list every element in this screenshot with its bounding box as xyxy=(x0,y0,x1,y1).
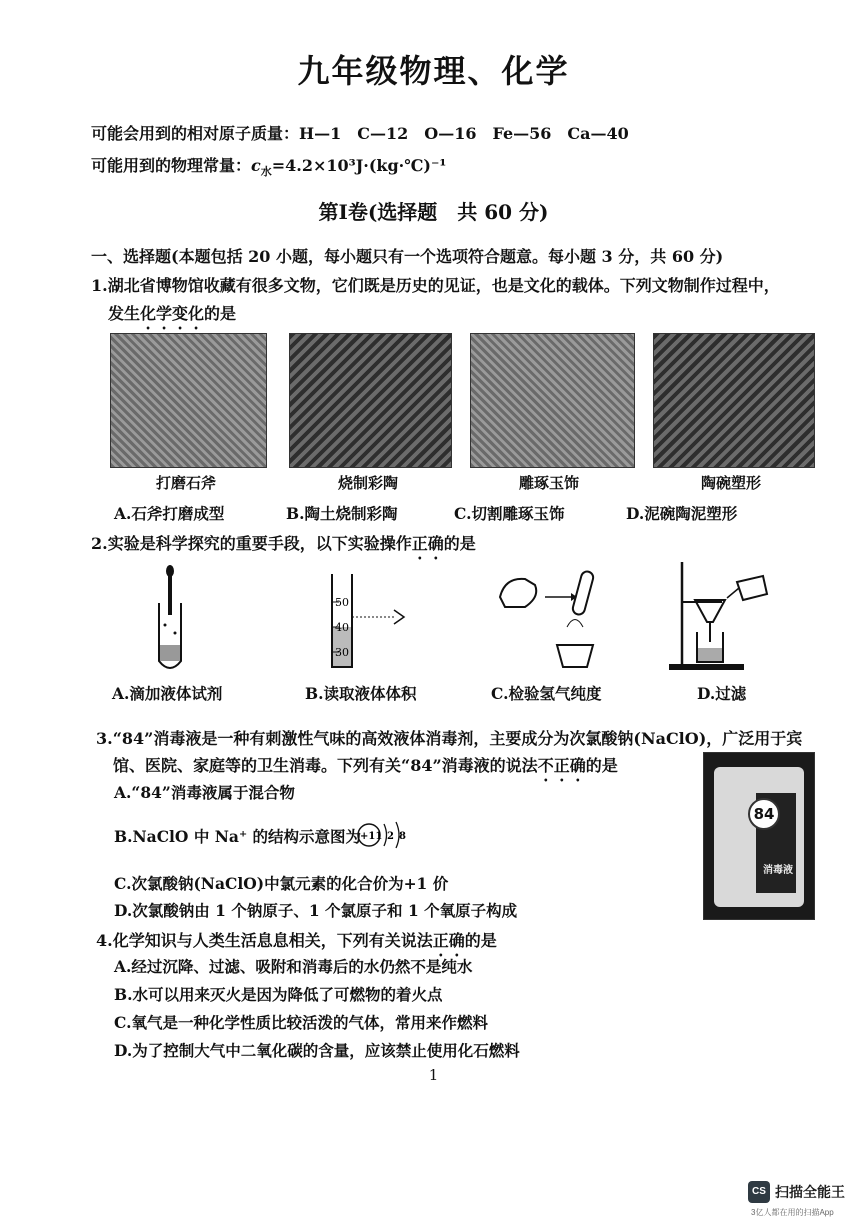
atomic-masses-line: 可能会用到的相对原子质量：H—1 C—12 O—16 Fe—56 Ca—40 xyxy=(91,124,629,143)
constant-value: =4.2×10³J·(kg·℃)⁻¹ xyxy=(271,156,447,175)
q2-stem-post: 的是 xyxy=(443,534,476,553)
hydrogen-purity-diagram xyxy=(495,567,610,677)
q1-caption-4: 陶碗塑形 xyxy=(701,474,762,492)
cylinder-tick-50: 50 xyxy=(335,596,349,609)
q1-option-c: C.切割雕琢玉饰 xyxy=(454,504,565,523)
q3-option-a: A.“84”消毒液属于混合物 xyxy=(114,783,295,802)
scanner-watermark xyxy=(748,1181,848,1221)
part-heading: 一、选择题(本题包括 20 小题，每小题只有一个选项符合题意。每小题 3 分，共 60 分) xyxy=(91,247,724,266)
bottle-84-logo: 84 xyxy=(748,798,780,830)
q4-option-b: B.水可以用来灭火是因为降低了可燃物的着火点 xyxy=(114,985,443,1004)
q3-option-b: B.NaClO 中 Na⁺ 的结构示意图为 xyxy=(114,827,362,846)
q4-option-d: D.为了控制大气中二氧化碳的含量，应该禁止使用化石燃料 xyxy=(114,1041,520,1060)
constant-subscript: 水 xyxy=(260,165,272,179)
q2-stem xyxy=(91,531,476,563)
q3-stem-line1: 3.“84”消毒液是一种有刺激性气味的高效液体消毒剂，主要成分为次氯酸钠(NaClO)，广泛用于宾 xyxy=(96,729,803,748)
cylinder-tick-40: 40 xyxy=(335,621,349,634)
stone-axe-photo xyxy=(110,333,267,468)
painted-pottery-photo xyxy=(289,333,452,468)
q1-caption-2: 烧制彩陶 xyxy=(338,474,399,492)
q3-stem-emphasis: 不正确 xyxy=(537,756,586,775)
filtration-diagram xyxy=(667,560,777,675)
q1-stem-post: 的是 xyxy=(204,304,237,323)
scanner-app-name: 扫描全能王 xyxy=(775,1184,845,1200)
q1-caption-3: 雕琢玉饰 xyxy=(519,474,580,492)
ion-nucleus-charge: +11 xyxy=(360,831,383,842)
q4-option-c: C.氧气是一种化学性质比较活泼的气体，常用来作燃料 xyxy=(114,1013,488,1032)
ion-shell-2: 8 xyxy=(399,831,406,842)
section-title: 第Ⅰ卷(选择题 共 60 分) xyxy=(318,200,549,224)
exam-title: 九年级物理、化学 xyxy=(297,52,570,90)
page-number: 1 xyxy=(428,1066,439,1084)
q1-stem-emphasis: 化学变化 xyxy=(140,304,205,323)
q2-option-b: B.读取液体体积 xyxy=(305,684,417,703)
graduated-cylinder-diagram xyxy=(322,572,412,672)
dropper-test-tube-diagram xyxy=(145,563,195,673)
q4-stem-pre: 4.化学知识与人类生活息息相关，下列有关说法 xyxy=(96,931,433,950)
sodium-ion-structure-diagram xyxy=(356,818,416,852)
q3-option-c: C.次氯酸钠(NaClO)中氯元素的化合价为+1 价 xyxy=(114,874,449,893)
q3-option-d: D.次氯酸钠由 1 个钠原子、1 个氯原子和 1 个氧原子构成 xyxy=(114,901,518,920)
q1-option-a: A.石斧打磨成型 xyxy=(114,504,225,523)
q1-stem-line2 xyxy=(108,301,236,333)
q4-option-a: A.经过沉降、过滤、吸附和消毒后的水仍然不是纯水 xyxy=(114,957,473,976)
q2-option-d: D.过滤 xyxy=(697,684,747,703)
constant-symbol: c xyxy=(251,156,261,175)
disinfectant-bottle-photo xyxy=(703,752,815,920)
q3-stem-pre: 馆、医院、家庭等的卫生消毒。下列有关“84”消毒液的说法 xyxy=(113,756,538,775)
q3-stem-post: 的是 xyxy=(585,756,618,775)
q4-stem-emphasis: 正确 xyxy=(432,931,465,950)
q4-stem-post: 的是 xyxy=(464,931,497,950)
q2-option-c: C.检验氢气纯度 xyxy=(491,684,602,703)
bottle-text: 消毒液 xyxy=(763,865,793,876)
q2-stem-pre: 2.实验是科学探究的重要手段，以下实验操作 xyxy=(91,534,412,553)
q1-stem-line1: 1.湖北省博物馆收藏有很多文物，它们既是历史的见证，也是文化的载体。下列文物制作过程中， xyxy=(91,276,780,295)
q1-option-b: B.陶土烧制彩陶 xyxy=(286,504,398,523)
cylinder-tick-30: 30 xyxy=(335,646,349,659)
physical-constant-line xyxy=(91,153,446,179)
scanner-app-tagline: 3亿人都在用的扫描App xyxy=(751,1208,834,1217)
q1-option-d: D.泥碗陶泥塑形 xyxy=(626,504,738,523)
q2-option-a: A.滴加液体试剂 xyxy=(112,684,223,703)
q2-stem-emphasis: 正确 xyxy=(411,534,444,553)
pottery-shaping-photo xyxy=(653,333,815,468)
q1-caption-1: 打磨石斧 xyxy=(156,474,217,492)
constant-prefix: 可能用到的物理常量： xyxy=(91,156,252,175)
cs-logo-icon: CS xyxy=(748,1181,770,1203)
ion-shell-1: 2 xyxy=(387,831,394,842)
q1-stem-pre: 发生 xyxy=(108,304,141,323)
jade-carving-photo xyxy=(470,333,635,468)
